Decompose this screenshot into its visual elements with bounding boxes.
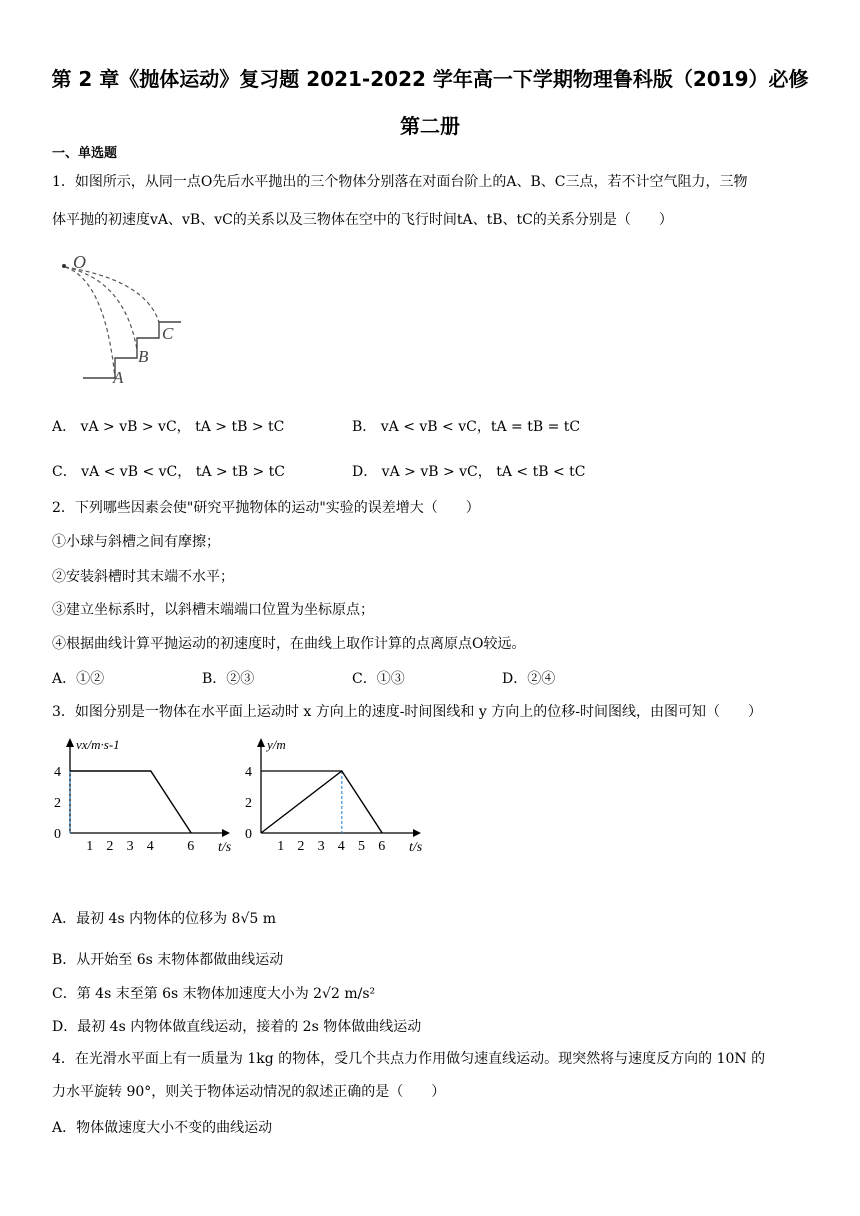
q2-item-3: ③建立坐标系时，以斜槽末端端口位置为坐标原点； bbox=[52, 602, 374, 618]
x-tick-label: 1 bbox=[86, 839, 94, 854]
q2-option-b[interactable]: B．②③ bbox=[202, 671, 255, 687]
q2-option-d[interactable]: D．②④ bbox=[502, 671, 556, 687]
y-axis-arrow bbox=[66, 738, 74, 747]
q3-option-c[interactable]: C．第 4s 末至第 6s 末物体加速度大小为 2√2 m/s² bbox=[52, 986, 376, 1002]
q4-text-line2: 力水平旋转 90°，则关于物体运动情况的叙述正确的是（ ） bbox=[52, 1084, 446, 1100]
y-tick-label: 4 bbox=[245, 765, 252, 780]
figure-label-o: O bbox=[73, 252, 86, 272]
x-axis-arrow bbox=[222, 829, 230, 837]
series-line bbox=[70, 771, 191, 833]
q1-text-line2: 体平抛的初速度vA、vB、vC的关系以及三物体在空中的飞行时间tA、tB、tC的关系分别是（ ） bbox=[52, 212, 673, 228]
x-tick-label: 1 bbox=[277, 839, 285, 854]
q3-option-b[interactable]: B．从开始至 6s 末物体都做曲线运动 bbox=[52, 952, 284, 968]
q1-option-d[interactable]: D． vA > vB > vC， tA < tB < tC bbox=[352, 464, 586, 480]
y-tick-label: 0 bbox=[245, 827, 252, 842]
x-tick-label: 2 bbox=[106, 839, 114, 854]
section-title: 一、单选题 bbox=[52, 146, 118, 161]
y-tick-label: 2 bbox=[54, 796, 61, 811]
y-tick-label: 4 bbox=[54, 765, 61, 780]
q2-item-2: ②安装斜槽时其末端不水平； bbox=[52, 569, 234, 585]
x-axis-label: t/s bbox=[409, 840, 423, 855]
q1-text-line1: 1．如图所示，从同一点O先后水平抛出的三个物体分别落在对面台阶上的A、B、C三点，若不计空气阻力，三物 bbox=[52, 174, 748, 190]
x-axis-arrow bbox=[413, 829, 421, 837]
q2-item-1: ①小球与斜槽之间有摩擦； bbox=[52, 534, 220, 550]
y-axis-label: vx/m·s-1 bbox=[76, 737, 120, 752]
y-axis-label: y/m bbox=[267, 737, 286, 752]
page-title-line1: 第 2 章《抛体运动》复习题 2021-2022 学年高一下学期物理鲁科版（2019）必修 bbox=[51, 67, 809, 91]
x-tick-label: 4 bbox=[146, 839, 154, 854]
q2-text: 2．下列哪些因素会使"研究平抛物体的运动"实验的误差增大（ ） bbox=[52, 500, 480, 516]
x-axis-label: t/s bbox=[218, 840, 232, 855]
q1-option-c[interactable]: C． vA < vB < vC， tA > tB > tC bbox=[52, 464, 285, 480]
y-tick-label: 2 bbox=[245, 796, 252, 811]
y-tick-label: 0 bbox=[54, 827, 61, 842]
figure-label-a: A bbox=[113, 368, 124, 387]
q2-option-a[interactable]: A．①② bbox=[52, 671, 105, 687]
figure-label-c: C bbox=[162, 324, 174, 343]
figure-label-b: B bbox=[138, 347, 149, 366]
y-axis-arrow bbox=[257, 738, 265, 747]
y-t-chart bbox=[243, 733, 433, 858]
q1-option-a[interactable]: A． vA > vB > vC， tA > tB > tC bbox=[52, 419, 285, 435]
vx-t-chart bbox=[52, 733, 242, 858]
q3-text: 3．如图分别是一物体在水平面上运动时 x 方向上的速度-时间图线和 y 方向上的位移-时间图线，由图可知（ ） bbox=[52, 704, 762, 720]
page-title-line2: 第二册 bbox=[400, 114, 460, 138]
x-tick-label: 6 bbox=[187, 839, 195, 854]
q3-option-a[interactable]: A．最初 4s 内物体的位移为 8√5 m bbox=[52, 911, 277, 927]
series-line bbox=[261, 771, 382, 833]
q2-item-4: ④根据曲线计算平抛运动的初速度时，在曲线上取作计算的点离原点O较远。 bbox=[52, 636, 526, 652]
q4-text-line1: 4．在光滑水平面上有一质量为 1kg 的物体，受几个共点力作用做匀速直线运动。现突然将与速度反方向的 10N 的 bbox=[52, 1051, 766, 1067]
x-tick-label: 6 bbox=[378, 839, 386, 854]
q4-option-a[interactable]: A．物体做速度大小不变的曲线运动 bbox=[52, 1120, 273, 1136]
x-tick-label: 2 bbox=[297, 839, 305, 854]
x-tick-label: 4 bbox=[337, 839, 345, 854]
x-tick-label: 3 bbox=[317, 839, 325, 854]
x-tick-label: 5 bbox=[358, 839, 365, 854]
q1-option-b[interactable]: B． vA < vB < vC，tA = tB = tC bbox=[352, 419, 581, 435]
x-tick-label: 3 bbox=[126, 839, 134, 854]
q3-option-d[interactable]: D．最初 4s 内物体做直线运动，接着的 2s 物体做曲线运动 bbox=[52, 1019, 422, 1035]
q2-option-c[interactable]: C．①③ bbox=[352, 671, 405, 687]
q1-figure bbox=[55, 250, 195, 390]
